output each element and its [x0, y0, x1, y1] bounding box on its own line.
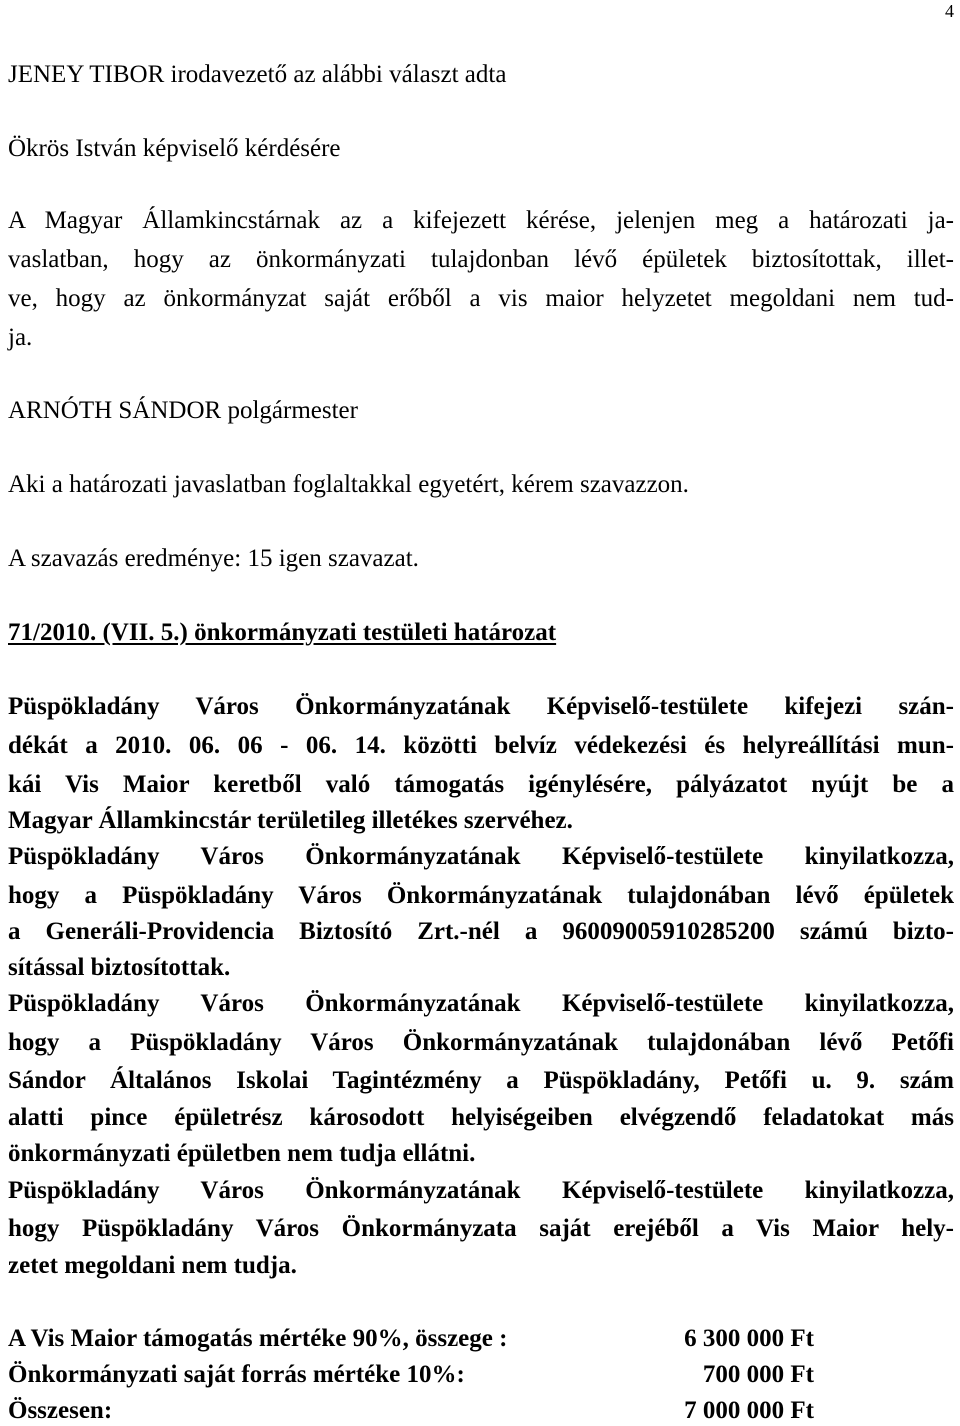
resolution-line: kái Vis Maior keretből való támogatás igénylésére, pályázatot nyújt be a	[8, 771, 954, 798]
resolution-title: 71/2010. (VII. 5.) önkormányzati testületi határozat	[8, 619, 557, 646]
resolution-line: a Generáli-Providencia Biztosító Zrt.-nél a 96009005910285200 számú bizto-	[8, 918, 954, 945]
resolution-line: Püspökladány Város Önkormányzatának Képviselő-testülete kinyilatkozza,	[8, 843, 954, 870]
resolution-line: Püspökladány Város Önkormányzatának Képviselő-testülete kifejezi szán-	[8, 693, 954, 720]
resolution-line: alatti pince épületrész károsodott helyiségeiben elvégzendő feladatokat más	[8, 1104, 954, 1131]
resolution-line: önkormányzati épületben nem tudja ellátni.	[8, 1140, 476, 1167]
resolution-line: hogy a Püspökladány Város Önkormányzatának tulajdonában lévő Petőfi	[8, 1029, 954, 1056]
resolution-line: Magyar Államkincstár területileg illetékes szervéhez.	[8, 807, 573, 834]
resolution-line: sítással biztosítottak.	[8, 954, 231, 981]
resolution-line: Sándor Általános Iskolai Tagintézmény a Püspökladány, Petőfi u. 9. szám	[8, 1067, 954, 1094]
resolution-line: Püspökladány Város Önkormányzatának Képviselő-testülete kinyilatkozza,	[8, 1177, 954, 1204]
resolution-line: Püspökladány Város Önkormányzatának Képviselő-testülete kinyilatkozza,	[8, 990, 954, 1017]
vote-result: A szavazás eredménye: 15 igen szavazat.	[8, 545, 419, 572]
vis-maior-support-label: A Vis Maior támogatás mértéke 90%, összege :	[8, 1325, 508, 1352]
own-funding-label: Önkormányzati saját forrás mértéke 10%:	[8, 1361, 465, 1388]
question-context: Ökrös István képviselő kérdésére	[8, 135, 341, 162]
mayor-heading: ARNÓTH SÁNDOR polgármester	[8, 397, 358, 424]
resolution-line: zetet megoldani nem tudja.	[8, 1252, 297, 1279]
total-amount: 7 000 000 Ft	[684, 1397, 814, 1424]
answer-line: A Magyar Államkincstárnak az a kifejezett kérése, jelenjen meg a határozati ja-	[8, 207, 954, 234]
answer-line: ve, hogy az önkormányzat saját erőből a vis maior helyzetet megoldani nem tud-	[8, 285, 954, 312]
resolution-line: hogy a Püspökladány Város Önkormányzatának tulajdonában lévő épületek	[8, 882, 954, 909]
total-label: Összesen:	[8, 1397, 113, 1424]
answer-line: vaslatban, hogy az önkormányzati tulajdonban lévő épületek biztosítottak, illet-	[8, 246, 954, 273]
resolution-line: hogy Püspökladány Város Önkormányzata saját erejéből a Vis Maior hely-	[8, 1215, 954, 1242]
speaker-heading: JENEY TIBOR irodavezető az alábbi választ adta	[8, 61, 507, 88]
page-number: 4	[945, 1, 954, 21]
resolution-line: dékát a 2010. 06. 06 - 06. 14. közötti belvíz védekezési és helyreállítási mun-	[8, 732, 954, 759]
own-funding-amount: 700 000 Ft	[702, 1361, 814, 1388]
answer-line: ja.	[8, 324, 33, 351]
vis-maior-support-amount: 6 300 000 Ft	[684, 1325, 814, 1352]
call-to-vote: Aki a határozati javaslatban foglaltakkal egyetért, kérem szavazzon.	[8, 471, 689, 498]
